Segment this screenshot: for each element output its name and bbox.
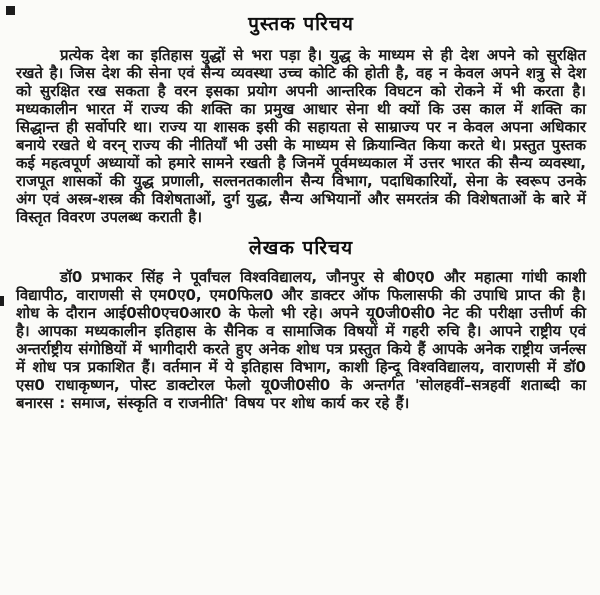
- author-intro-heading: लेखक परिचय: [248, 237, 354, 259]
- book-intro-paragraph: [16, 46, 586, 226]
- book-intro-heading: पुस्तक परिचय: [248, 13, 354, 35]
- author-name: डॉ0 प्रभाकर सिंह: [60, 268, 164, 286]
- scan-artifact: [0, 296, 4, 306]
- book-intro-text: प्रत्येक देश का इतिहास युद्धों से भरा पड़ा है। युद्ध के माध्यम से ही देश अपने को सुरक्षित रखते है। जिस देश की सेना एवं सैन्य व्यवस्था उच्च कोटि की होती है, वह न केवल अपने शत्रु से देश को सुरक्षित रख सकता है वरन इसका प्रयोग अपनी आन्तरिक विघटन को रोकने में भी करता है। मध्यकालीन भारत में राज्य की शक्ति का प्रमुख आधार सेना थी क्यों कि उस काल में शक्ति का सिद्धान्त ही सर्वोपरि था। राज्य या शासक इसी की सहायता से साम्राज्य पर न केवल अपना अधिकार बनाये रखते थे वरन् राज्य की नीतियाँ भी उसी के माध्यम से क्रियान्वित किया करते थे। प्रस्तुत पुस्तक कई महत्वपूर्ण अध्यायों को हमारे सामने रखती है जिनमें पूर्वमध्यकाल में उत्तर भारत की सैन्य व्यवस्था, राजपूत शासकों की युद्ध प्रणाली, सल्तनतकालीन सैन्य विभाग, पदाधिकारियों, सेना के स्वरूप उनके अंग एवं अस्त्र-शस्त्र की विशेषताओं, दुर्ग युद्ध, सैन्य अभियानों और समरतंत्र की विशेषताओं के बारे में विस्तृत विवरण उपलब्ध कराती है।: [16, 46, 586, 226]
- scan-artifact: [6, 6, 15, 15]
- author-intro-text: ने पूर्वांचल विश्वविद्यालय, जौनपुर से बी0ए0 और महात्मा गांधी काशी विद्यापीठ, वाराणसी से एम0ए0, एम0फिल0 और डाक्टर ऑफ फिलासफी की उपाधि प्राप्त की है। शोध के दौरान आई0सी0एच0आर0 के फेलो भी रहे। अपने यू0जी0सी0 नेट की परीक्षा उत्तीर्ण की है। आपका मध्यकालीन इतिहास के सैनिक व सामाजिक विषयों में गहरी रुचि है। आपने राष्ट्रीय एवं अन्तर्राष्ट्रीय संगोष्ठियों में भागीदारी करते हुए अनेक शोध पत्र प्रस्तुत किये हैं आपके अनेक राष्ट्रीय जर्नल्स में शोध पत्र प्रकाशित हैं। वर्तमान में ये इतिहास विभाग, काशी हिन्दू विश्वविद्यालय, वाराणसी में डॉ0 एस0 राधाकृष्णन, पोस्ट डाक्टोरल फेलो यू0जी0सी0 के अन्तर्गत 'सोलहवीं–सत्रहवीं शताब्दी का बनारस : समाज, संस्कृति व राजनीति' विषय पर शोध कार्य कर रहे हैं।: [16, 268, 586, 412]
- author-intro-paragraph: [16, 268, 586, 412]
